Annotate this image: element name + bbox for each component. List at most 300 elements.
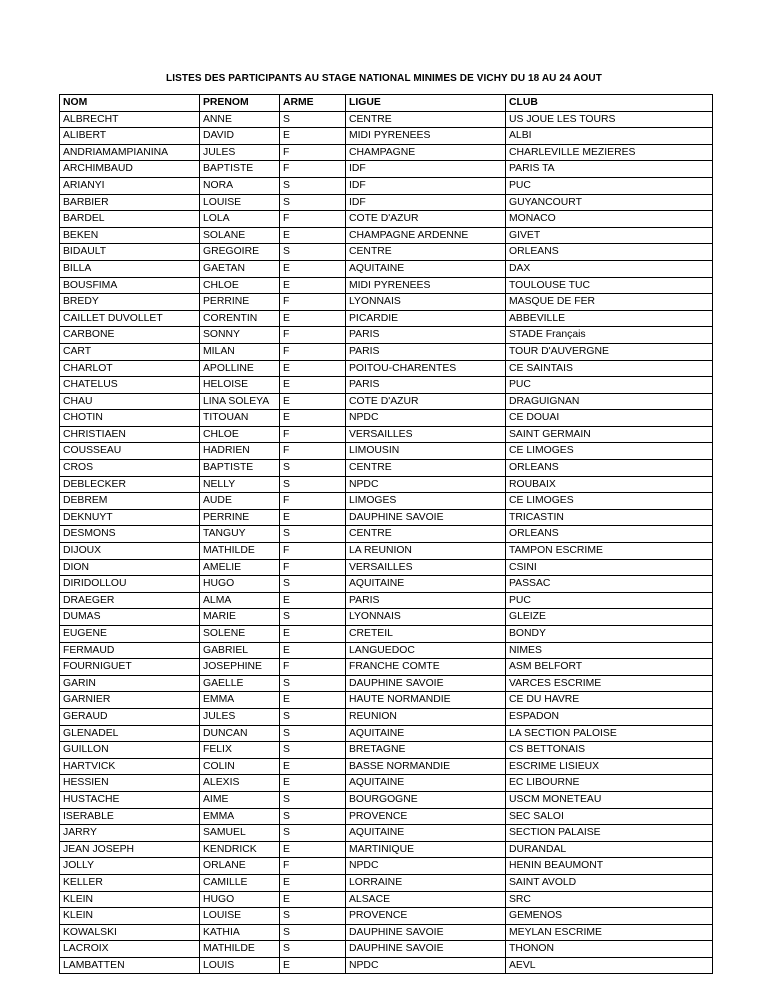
table-row (60, 161, 713, 178)
nom-cell: KOWALSKI (60, 924, 200, 941)
arme-cell: F (280, 327, 346, 344)
prenom-cell: AUDE (200, 493, 280, 510)
table-row (60, 294, 713, 311)
header-prenom: PRENOM (200, 95, 280, 112)
club-cell: PARIS TA (506, 161, 713, 178)
arme-cell: S (280, 111, 346, 128)
table-row (60, 227, 713, 244)
header-nom: NOM (60, 95, 200, 112)
club-cell: ESPADON (506, 708, 713, 725)
prenom-cell: BAPTISTE (200, 161, 280, 178)
arme-cell: E (280, 841, 346, 858)
ligue-cell: NPDC (346, 957, 506, 974)
table-row (60, 194, 713, 211)
arme-cell: F (280, 858, 346, 875)
club-cell: SEC SALOI (506, 808, 713, 825)
prenom-cell: HELOISE (200, 377, 280, 394)
ligue-cell: LA REUNION (346, 543, 506, 560)
ligue-cell: BOURGOGNE (346, 791, 506, 808)
club-cell: TAMPON ESCRIME (506, 543, 713, 560)
ligue-cell: COTE D'AZUR (346, 211, 506, 228)
club-cell: DAX (506, 260, 713, 277)
arme-cell: S (280, 675, 346, 692)
prenom-cell: SAMUEL (200, 825, 280, 842)
ligue-cell: BRETAGNE (346, 742, 506, 759)
nom-cell: ISERABLE (60, 808, 200, 825)
arme-cell: E (280, 874, 346, 891)
club-cell: MASQUE DE FER (506, 294, 713, 311)
arme-cell: S (280, 526, 346, 543)
ligue-cell: IDF (346, 194, 506, 211)
ligue-cell: AQUITAINE (346, 725, 506, 742)
table-row (60, 891, 713, 908)
nom-cell: BILLA (60, 260, 200, 277)
nom-cell: DESMONS (60, 526, 200, 543)
ligue-cell: LYONNAIS (346, 294, 506, 311)
arme-cell: S (280, 244, 346, 261)
nom-cell: ALIBERT (60, 128, 200, 145)
ligue-cell: LIMOUSIN (346, 443, 506, 460)
club-cell: EC LIBOURNE (506, 775, 713, 792)
club-cell: GLEIZE (506, 609, 713, 626)
ligue-cell: CHAMPAGNE (346, 144, 506, 161)
arme-cell: F (280, 211, 346, 228)
ligue-cell: MIDI PYRENEES (346, 277, 506, 294)
nom-cell: BIDAULT (60, 244, 200, 261)
nom-cell: JEAN JOSEPH (60, 841, 200, 858)
table-row (60, 841, 713, 858)
ligue-cell: PROVENCE (346, 908, 506, 925)
prenom-cell: BAPTISTE (200, 460, 280, 477)
club-cell: CE DU HAVRE (506, 692, 713, 709)
club-cell: CE DOUAI (506, 410, 713, 427)
nom-cell: GARNIER (60, 692, 200, 709)
club-cell: USCM MONETEAU (506, 791, 713, 808)
table-row (60, 327, 713, 344)
arme-cell: S (280, 177, 346, 194)
ligue-cell: PARIS (346, 343, 506, 360)
nom-cell: DION (60, 559, 200, 576)
nom-cell: DEBREM (60, 493, 200, 510)
prenom-cell: JULES (200, 144, 280, 161)
table-row (60, 708, 713, 725)
nom-cell: KELLER (60, 874, 200, 891)
nom-cell: GLENADEL (60, 725, 200, 742)
arme-cell: S (280, 742, 346, 759)
table-header-row (60, 95, 713, 112)
participants-table (59, 94, 713, 974)
prenom-cell: ALMA (200, 592, 280, 609)
club-cell: PUC (506, 592, 713, 609)
club-cell: GUYANCOURT (506, 194, 713, 211)
ligue-cell: HAUTE NORMANDIE (346, 692, 506, 709)
prenom-cell: KENDRICK (200, 841, 280, 858)
club-cell: BONDY (506, 626, 713, 643)
table-row (60, 908, 713, 925)
nom-cell: DIRIDOLLOU (60, 576, 200, 593)
table-row (60, 941, 713, 958)
table-row (60, 260, 713, 277)
table-row (60, 543, 713, 560)
nom-cell: ARIANYI (60, 177, 200, 194)
prenom-cell: LOUIS (200, 957, 280, 974)
nom-cell: COUSSEAU (60, 443, 200, 460)
table-row (60, 675, 713, 692)
prenom-cell: ALEXIS (200, 775, 280, 792)
prenom-cell: TITOUAN (200, 410, 280, 427)
ligue-cell: LANGUEDOC (346, 642, 506, 659)
ligue-cell: CENTRE (346, 460, 506, 477)
table-row (60, 659, 713, 676)
prenom-cell: ANNE (200, 111, 280, 128)
ligue-cell: DAUPHINE SAVOIE (346, 509, 506, 526)
nom-cell: HUSTACHE (60, 791, 200, 808)
club-cell: VARCES ESCRIME (506, 675, 713, 692)
table-row (60, 924, 713, 941)
table-row (60, 128, 713, 145)
nom-cell: FOURNIGUET (60, 659, 200, 676)
ligue-cell: DAUPHINE SAVOIE (346, 675, 506, 692)
ligue-cell: POITOU-CHARENTES (346, 360, 506, 377)
table-row (60, 758, 713, 775)
arme-cell: E (280, 393, 346, 410)
nom-cell: HESSIEN (60, 775, 200, 792)
club-cell: SAINT GERMAIN (506, 426, 713, 443)
prenom-cell: CHLOE (200, 277, 280, 294)
prenom-cell: TANGUY (200, 526, 280, 543)
nom-cell: CHRISTIAEN (60, 426, 200, 443)
nom-cell: BARDEL (60, 211, 200, 228)
club-cell: NIMES (506, 642, 713, 659)
table-row (60, 742, 713, 759)
arme-cell: E (280, 410, 346, 427)
table-row (60, 476, 713, 493)
club-cell: PUC (506, 177, 713, 194)
club-cell: GIVET (506, 227, 713, 244)
prenom-cell: HUGO (200, 891, 280, 908)
table-row (60, 211, 713, 228)
arme-cell: E (280, 227, 346, 244)
prenom-cell: MATHILDE (200, 543, 280, 560)
ligue-cell: IDF (346, 177, 506, 194)
club-cell: THONON (506, 941, 713, 958)
prenom-cell: PERRINE (200, 294, 280, 311)
club-cell: CE LIMOGES (506, 493, 713, 510)
arme-cell: F (280, 543, 346, 560)
arme-cell: E (280, 377, 346, 394)
club-cell: SRC (506, 891, 713, 908)
arme-cell: E (280, 957, 346, 974)
club-cell: ORLEANS (506, 460, 713, 477)
ligue-cell: REUNION (346, 708, 506, 725)
prenom-cell: MARIE (200, 609, 280, 626)
arme-cell: S (280, 924, 346, 941)
club-cell: SECTION PALAISE (506, 825, 713, 842)
prenom-cell: CORENTIN (200, 310, 280, 327)
arme-cell: F (280, 659, 346, 676)
table-row (60, 460, 713, 477)
nom-cell: CARBONE (60, 327, 200, 344)
table-body (60, 111, 713, 974)
ligue-cell: MIDI PYRENEES (346, 128, 506, 145)
ligue-cell: DAUPHINE SAVOIE (346, 924, 506, 941)
table-row (60, 377, 713, 394)
nom-cell: JOLLY (60, 858, 200, 875)
ligue-cell: NPDC (346, 858, 506, 875)
arme-cell: F (280, 144, 346, 161)
ligue-cell: LORRAINE (346, 874, 506, 891)
arme-cell: S (280, 460, 346, 477)
ligue-cell: AQUITAINE (346, 260, 506, 277)
table-row (60, 825, 713, 842)
nom-cell: CAILLET DUVOLLET (60, 310, 200, 327)
ligue-cell: CENTRE (346, 111, 506, 128)
prenom-cell: LOUISE (200, 194, 280, 211)
table-row (60, 277, 713, 294)
table-row (60, 509, 713, 526)
nom-cell: CART (60, 343, 200, 360)
ligue-cell: PROVENCE (346, 808, 506, 825)
club-cell: CE LIMOGES (506, 443, 713, 460)
arme-cell: S (280, 609, 346, 626)
prenom-cell: HADRIEN (200, 443, 280, 460)
ligue-cell: LIMOGES (346, 493, 506, 510)
ligue-cell: VERSAILLES (346, 559, 506, 576)
arme-cell: F (280, 493, 346, 510)
club-cell: DURANDAL (506, 841, 713, 858)
club-cell: ORLEANS (506, 244, 713, 261)
prenom-cell: SOLANE (200, 227, 280, 244)
ligue-cell: ALSACE (346, 891, 506, 908)
prenom-cell: KATHIA (200, 924, 280, 941)
club-cell: TOULOUSE TUC (506, 277, 713, 294)
table-row (60, 592, 713, 609)
nom-cell: DIJOUX (60, 543, 200, 560)
ligue-cell: FRANCHE COMTE (346, 659, 506, 676)
prenom-cell: EMMA (200, 692, 280, 709)
nom-cell: CROS (60, 460, 200, 477)
arme-cell: F (280, 343, 346, 360)
arme-cell: F (280, 426, 346, 443)
prenom-cell: SONNY (200, 327, 280, 344)
ligue-cell: PARIS (346, 377, 506, 394)
table-row (60, 626, 713, 643)
club-cell: MEYLAN ESCRIME (506, 924, 713, 941)
prenom-cell: CAMILLE (200, 874, 280, 891)
prenom-cell: GREGOIRE (200, 244, 280, 261)
prenom-cell: NELLY (200, 476, 280, 493)
arme-cell: S (280, 476, 346, 493)
nom-cell: GUILLON (60, 742, 200, 759)
arme-cell: S (280, 576, 346, 593)
arme-cell: E (280, 360, 346, 377)
arme-cell: S (280, 908, 346, 925)
club-cell: PUC (506, 377, 713, 394)
nom-cell: LACROIX (60, 941, 200, 958)
arme-cell: E (280, 626, 346, 643)
prenom-cell: SOLENE (200, 626, 280, 643)
nom-cell: ANDRIAMAMPIANINA (60, 144, 200, 161)
arme-cell: S (280, 708, 346, 725)
ligue-cell: CHAMPAGNE ARDENNE (346, 227, 506, 244)
ligue-cell: LYONNAIS (346, 609, 506, 626)
header-ligue: LIGUE (346, 95, 506, 112)
club-cell: HENIN BEAUMONT (506, 858, 713, 875)
arme-cell: E (280, 310, 346, 327)
nom-cell: DEBLECKER (60, 476, 200, 493)
nom-cell: ALBRECHT (60, 111, 200, 128)
club-cell: ALBI (506, 128, 713, 145)
table-row (60, 177, 713, 194)
ligue-cell: PICARDIE (346, 310, 506, 327)
arme-cell: E (280, 592, 346, 609)
prenom-cell: NORA (200, 177, 280, 194)
club-cell: LA SECTION PALOISE (506, 725, 713, 742)
nom-cell: CHATELUS (60, 377, 200, 394)
ligue-cell: NPDC (346, 410, 506, 427)
table-row (60, 957, 713, 974)
arme-cell: S (280, 808, 346, 825)
table-row (60, 791, 713, 808)
nom-cell: CHAU (60, 393, 200, 410)
table-row (60, 443, 713, 460)
arme-cell: S (280, 791, 346, 808)
table-row (60, 410, 713, 427)
ligue-cell: CRETEIL (346, 626, 506, 643)
ligue-cell: PARIS (346, 592, 506, 609)
table-row (60, 775, 713, 792)
arme-cell: E (280, 509, 346, 526)
prenom-cell: APOLLINE (200, 360, 280, 377)
arme-cell: S (280, 725, 346, 742)
club-cell: CHARLEVILLE MEZIERES (506, 144, 713, 161)
table-row (60, 426, 713, 443)
prenom-cell: AIME (200, 791, 280, 808)
ligue-cell: VERSAILLES (346, 426, 506, 443)
nom-cell: DRAEGER (60, 592, 200, 609)
club-cell: ABBEVILLE (506, 310, 713, 327)
table-row (60, 642, 713, 659)
club-cell: CSINI (506, 559, 713, 576)
club-cell: AEVL (506, 957, 713, 974)
arme-cell: F (280, 294, 346, 311)
table-row (60, 244, 713, 261)
prenom-cell: GABRIEL (200, 642, 280, 659)
table-row (60, 874, 713, 891)
ligue-cell: PARIS (346, 327, 506, 344)
ligue-cell: DAUPHINE SAVOIE (346, 941, 506, 958)
prenom-cell: MILAN (200, 343, 280, 360)
prenom-cell: LOLA (200, 211, 280, 228)
arme-cell: E (280, 692, 346, 709)
arme-cell: F (280, 161, 346, 178)
prenom-cell: LINA SOLEYA (200, 393, 280, 410)
prenom-cell: EMMA (200, 808, 280, 825)
table-row (60, 858, 713, 875)
prenom-cell: JOSEPHINE (200, 659, 280, 676)
nom-cell: BREDY (60, 294, 200, 311)
nom-cell: BOUSFIMA (60, 277, 200, 294)
nom-cell: KLEIN (60, 891, 200, 908)
prenom-cell: LOUISE (200, 908, 280, 925)
arme-cell: S (280, 825, 346, 842)
arme-cell: E (280, 260, 346, 277)
prenom-cell: ORLANE (200, 858, 280, 875)
table-row (60, 692, 713, 709)
arme-cell: E (280, 775, 346, 792)
nom-cell: BEKEN (60, 227, 200, 244)
club-cell: DRAGUIGNAN (506, 393, 713, 410)
club-cell: CS BETTONAIS (506, 742, 713, 759)
club-cell: CE SAINTAIS (506, 360, 713, 377)
header-arme: ARME (280, 95, 346, 112)
nom-cell: CHARLOT (60, 360, 200, 377)
nom-cell: EUGENE (60, 626, 200, 643)
table-row (60, 609, 713, 626)
ligue-cell: AQUITAINE (346, 825, 506, 842)
prenom-cell: COLIN (200, 758, 280, 775)
table-row (60, 576, 713, 593)
table-row (60, 526, 713, 543)
arme-cell: E (280, 891, 346, 908)
table-row (60, 144, 713, 161)
nom-cell: CHOTIN (60, 410, 200, 427)
arme-cell: E (280, 758, 346, 775)
ligue-cell: NPDC (346, 476, 506, 493)
ligue-cell: COTE D'AZUR (346, 393, 506, 410)
ligue-cell: AQUITAINE (346, 576, 506, 593)
table-row (60, 111, 713, 128)
table-row (60, 725, 713, 742)
table-row (60, 310, 713, 327)
club-cell: TRICASTIN (506, 509, 713, 526)
nom-cell: ARCHIMBAUD (60, 161, 200, 178)
nom-cell: LAMBATTEN (60, 957, 200, 974)
club-cell: STADE Français (506, 327, 713, 344)
prenom-cell: DUNCAN (200, 725, 280, 742)
nom-cell: DEKNUYT (60, 509, 200, 526)
arme-cell: F (280, 559, 346, 576)
club-cell: MONACO (506, 211, 713, 228)
ligue-cell: AQUITAINE (346, 775, 506, 792)
club-cell: ROUBAIX (506, 476, 713, 493)
header-club: CLUB (506, 95, 713, 112)
prenom-cell: CHLOE (200, 426, 280, 443)
club-cell: ASM BELFORT (506, 659, 713, 676)
nom-cell: DUMAS (60, 609, 200, 626)
prenom-cell: DAVID (200, 128, 280, 145)
nom-cell: HARTVICK (60, 758, 200, 775)
nom-cell: GARIN (60, 675, 200, 692)
ligue-cell: CENTRE (346, 526, 506, 543)
arme-cell: E (280, 277, 346, 294)
ligue-cell: BASSE NORMANDIE (346, 758, 506, 775)
club-cell: PASSAC (506, 576, 713, 593)
nom-cell: JARRY (60, 825, 200, 842)
club-cell: GEMENOS (506, 908, 713, 925)
arme-cell: F (280, 443, 346, 460)
prenom-cell: GAETAN (200, 260, 280, 277)
table-row (60, 559, 713, 576)
nom-cell: GERAUD (60, 708, 200, 725)
arme-cell: S (280, 194, 346, 211)
nom-cell: FERMAUD (60, 642, 200, 659)
club-cell: ORLEANS (506, 526, 713, 543)
table-row (60, 343, 713, 360)
nom-cell: BARBIER (60, 194, 200, 211)
arme-cell: E (280, 642, 346, 659)
ligue-cell: MARTINIQUE (346, 841, 506, 858)
